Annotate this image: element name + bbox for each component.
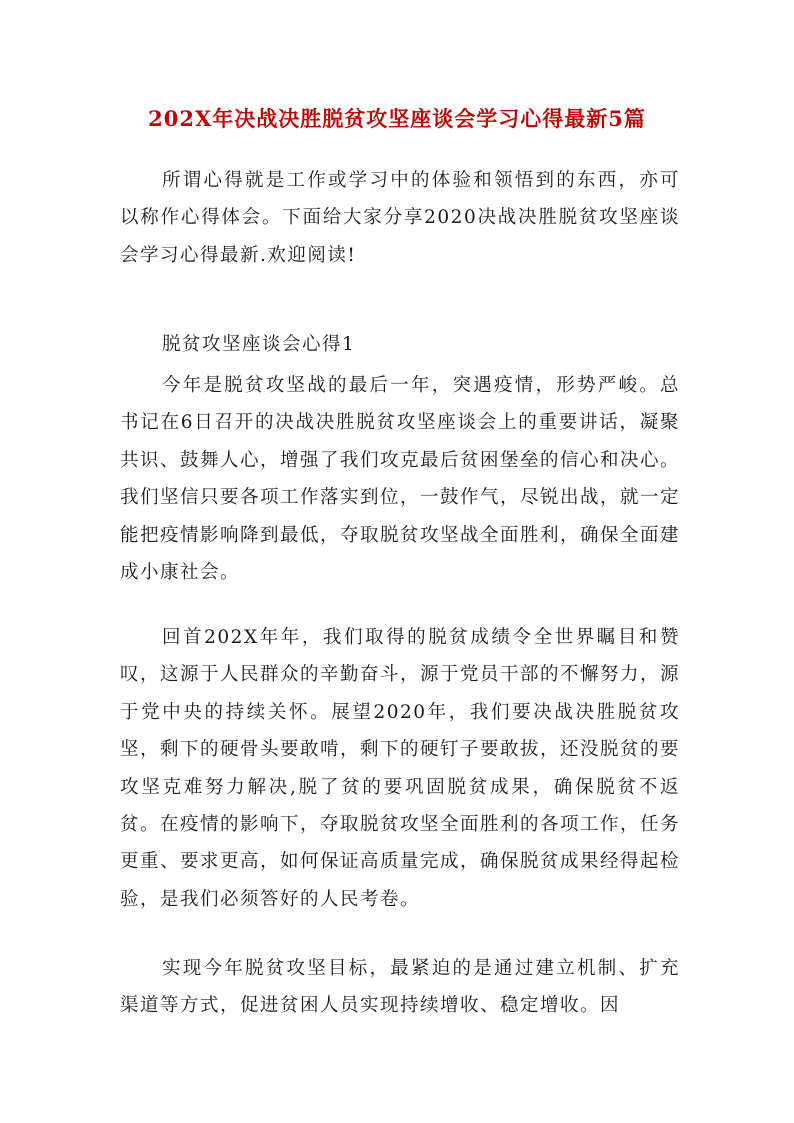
body-paragraph-1: 今年是脱贫攻坚战的最后一年，突遇疫情，形势严峻。总书记在6日召开的决战决胜脱贫攻坚座谈会上的重要讲话，凝聚共识、鼓舞人心，增强了我们攻克最后贫困堡垒的信心和决心。我们坚信只要各项工作落实到位，一鼓作气，尽锐出战，就一定能把疫情影响降到最低，夺取脱贫攻坚战全面胜利，确保全面建成小康社会。 [120, 375, 681, 584]
body-paragraph-2: 回首202X年年，我们取得的脱贫成绩令全世界瞩目和赞叹，这源于人民群众的辛勤奋斗，源于党员干部的不懈努力，源于党中央的持续关怀。展望2020年，我们要决战决胜脱贫攻坚，剩下的硬骨头要敢啃，剩下的硬钉子要敢拔，还没脱贫的要攻坚克难努力解决,脱了贫的要巩固脱贫成果，确保脱贫不返贫。在疫情的影响下，夺取脱贫攻坚全面胜利的各项工作，任务更重、要求更高，如何保证高质量完成，确保脱贫成果经得起检验，是我们必须答好的人民考卷。 [120, 627, 681, 910]
intro-paragraph: 所谓心得就是工作或学习中的体验和领悟到的东西，亦可以称作心得体会。下面给大家分享2020决战决胜脱贫攻坚座谈会学习心得最新.欢迎阅读! [120, 170, 680, 266]
body-paragraph-3: 实现今年脱贫攻坚目标，最紧迫的是通过建立机制、扩充渠道等方式，促进贫困人员实现持续增收、稳定增收。因 [120, 958, 680, 1017]
document-title: 202X年决战决胜脱贫攻坚座谈会学习心得最新5篇 [148, 106, 646, 131]
section-heading: 脱贫攻坚座谈会心得1 [162, 334, 356, 355]
